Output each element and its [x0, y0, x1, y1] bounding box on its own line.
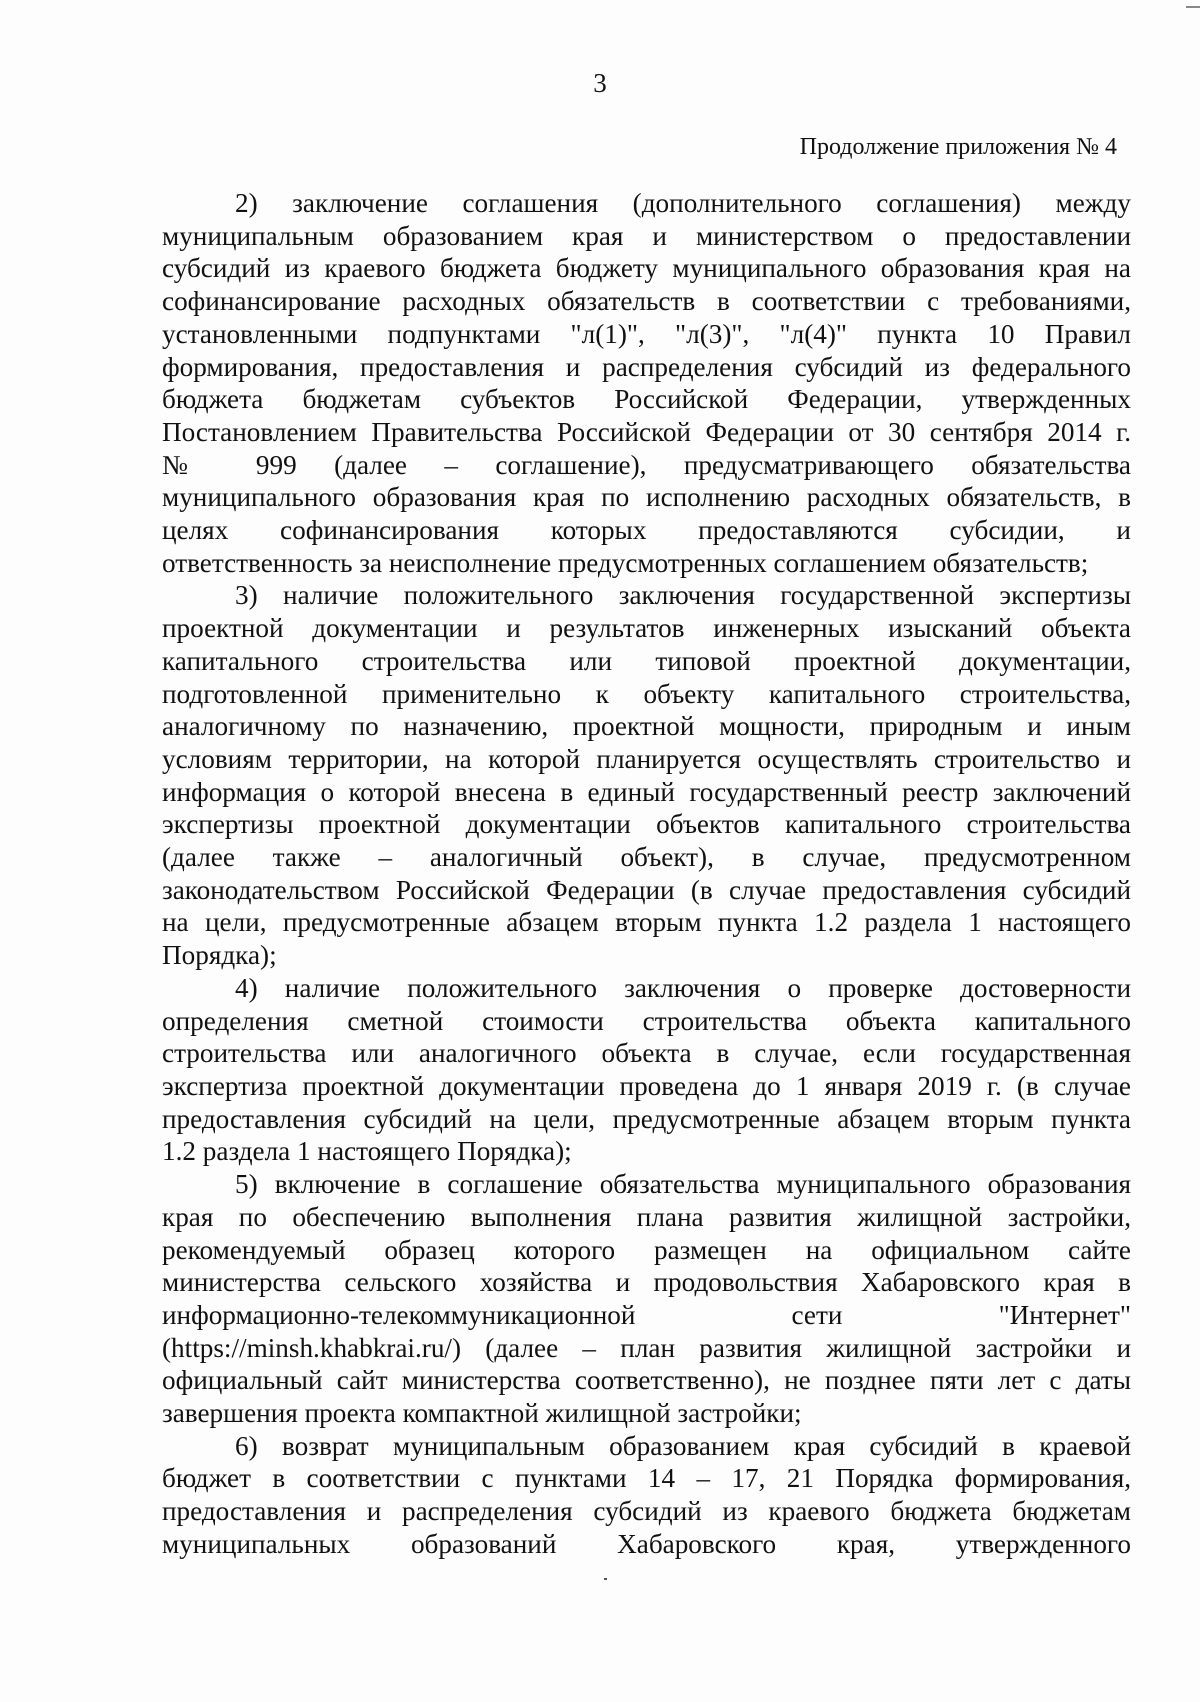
text-line: установленными подпунктами "л(1)", "л(3)", "л(4)" пункта 10 Правил — [162, 318, 1131, 349]
text-line: целях софинансирования которых предоставляются субсидии, и — [162, 515, 1131, 546]
text-line: экспертиза проектной документации проведена до 1 января 2019 г. (в случае — [162, 1070, 1131, 1101]
text-line: подготовленной применительно к объекту капитального строительства, — [162, 678, 1131, 709]
paragraph-5 — [162, 1168, 1131, 1430]
text-line: законодательством Российской Федерации (в случае предоставления субсидий — [162, 874, 1131, 905]
text-line: формирования, предоставления и распределения субсидий из федерального — [162, 351, 1131, 382]
text-line: муниципального образования края по исполнению расходных обязательств, в — [162, 482, 1131, 513]
text-line: 4) наличие положительного заключения о проверке достоверности — [235, 972, 1131, 1003]
text-line: предоставления и распределения субсидий из краевого бюджета бюджетам — [162, 1496, 1131, 1527]
text-line: строительства или аналогичного объекта в случае, если государственная — [162, 1038, 1131, 1069]
text-line: определения сметной стоимости строительства объекта капитального — [162, 1005, 1131, 1036]
text-line: 5) включение в соглашение обязательства муниципального образования — [235, 1169, 1131, 1200]
text-line: проектной документации и результатов инженерных изысканий объекта — [162, 613, 1131, 644]
text-line: министерства сельского хозяйства и продовольствия Хабаровского края в — [162, 1267, 1131, 1298]
text-line: края по обеспечению выполнения плана развития жилищной застройки, — [162, 1201, 1131, 1232]
text-line: Постановлением Правительства Российской Федерации от 30 сентября 2014 г. — [162, 416, 1131, 447]
text-line: субсидий из краевого бюджета бюджету муниципального образования края на — [162, 253, 1131, 284]
text-line: завершения проекта компактной жилищной застройки; — [162, 1398, 802, 1429]
text-line: бюджет в соответствии с пунктами 14 – 17, 21 Порядка формирования, — [162, 1463, 1131, 1494]
document-body — [162, 187, 1131, 1561]
scan-dot — [604, 1578, 607, 1580]
text-line: предоставления субсидий на цели, предусмотренные абзацем вторым пункта — [162, 1103, 1131, 1134]
text-line: на цели, предусмотренные абзацем вторым пункта 1.2 раздела 1 настоящего — [162, 907, 1131, 938]
appendix-note: Продолжение приложения № 4 — [799, 134, 1117, 160]
text-line: 3) наличие положительного заключения государственной экспертизы — [235, 580, 1131, 611]
text-line: 1.2 раздела 1 настоящего Порядка); — [162, 1136, 572, 1167]
text-line: ответственность за неисполнение предусмотренных соглашением обязательств; — [162, 547, 1089, 578]
text-line: рекомендуемый образец которого размещен на официальном сайте — [162, 1234, 1131, 1265]
text-line: муниципальных образований Хабаровского края, утвержденного — [162, 1528, 1131, 1559]
text-line: бюджета бюджетам субъектов Российской Федерации, утвержденных — [162, 384, 1131, 415]
text-line: капитального строительства или типовой проектной документации, — [162, 645, 1131, 676]
text-line: софинансирование расходных обязательств в соответствии с требованиями, — [162, 286, 1131, 317]
paragraph-3 — [162, 579, 1131, 971]
text-line: 2) заключение соглашения (дополнительного соглашения) между — [235, 188, 1131, 218]
paragraph-2 — [162, 187, 1131, 579]
page-number: 3 — [593, 68, 607, 98]
text-line: (https://minsh.khabkrai.ru/) (далее – план развития жилищной застройки и — [162, 1332, 1131, 1363]
text-line: информационно-телекоммуникационной сети "Интернет" — [162, 1299, 1131, 1330]
paragraph-6 — [162, 1430, 1131, 1561]
text-line: информация о которой внесена в единый государственный реестр заключений — [162, 776, 1131, 807]
scan-edge-mark — [1186, 6, 1200, 8]
text-line: Порядка); — [162, 940, 277, 971]
paragraph-4 — [162, 972, 1131, 1168]
text-line: муниципальным образованием края и министерством о предоставлении — [162, 220, 1131, 251]
text-line: экспертизы проектной документации объектов капитального строительства — [162, 809, 1131, 840]
text-line: официальный сайт министерства соответственно), не позднее пяти лет с даты — [162, 1365, 1131, 1396]
text-line: № 999 (далее – соглашение), предусматривающего обязательства — [162, 449, 1131, 480]
text-line: аналогичному по назначению, проектной мощности, природным и иным — [162, 711, 1131, 742]
text-line: 6) возврат муниципальным образованием края субсидий в краевой — [235, 1430, 1131, 1461]
text-line: (далее также – аналогичный объект), в случае, предусмотренном — [162, 842, 1131, 873]
text-line: условиям территории, на которой планируется осуществлять строительство и — [162, 743, 1131, 774]
